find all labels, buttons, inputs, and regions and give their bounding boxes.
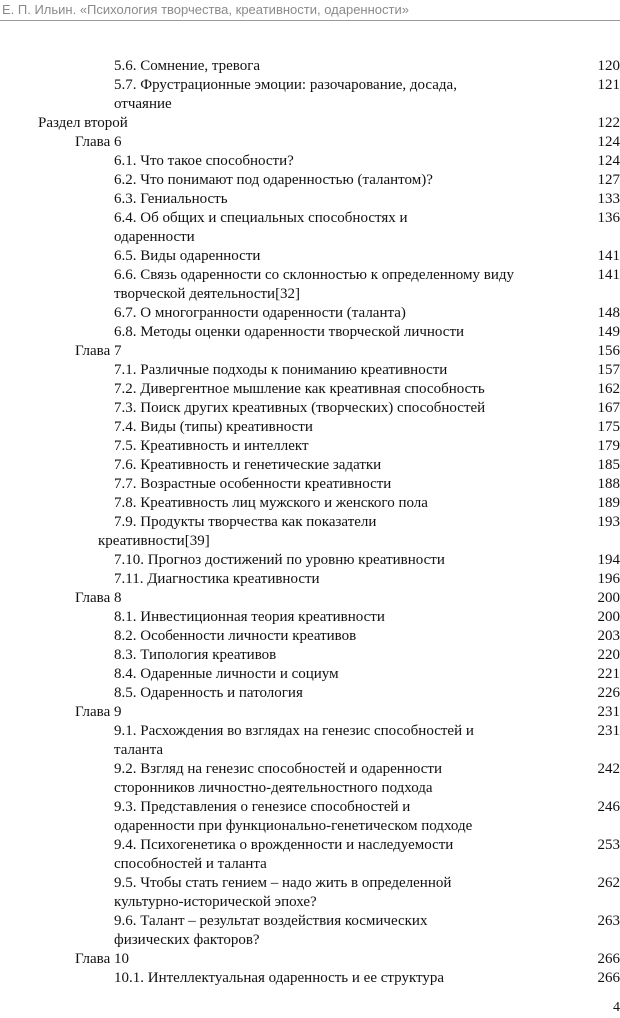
- toc-entry-page: 188: [597, 476, 620, 492]
- toc-entry-title: 7.6. Креативность и генетические задатки: [114, 457, 382, 473]
- toc-entry: [0, 57, 620, 76]
- toc-entry-title: 5.7. Фрустрационные эмоции: разочарование, досада, отчаяние: [114, 77, 457, 112]
- toc-entry-page: 127: [597, 172, 620, 188]
- toc-entry-title: 7.3. Поиск других креативных (творческих) способностей: [114, 400, 486, 416]
- toc-entry: [0, 399, 620, 418]
- table-of-contents: [0, 57, 620, 988]
- toc-entry-title: 7.7. Возрастные особенности креативности: [114, 476, 392, 492]
- toc-entry-title: Раздел второй: [38, 115, 128, 131]
- toc-entry-page: 242: [597, 761, 620, 777]
- toc-entry-title: 9.5. Чтобы стать гением – надо жить в определенной культурно-исторической эпохе?: [114, 875, 452, 910]
- toc-entry: [0, 513, 620, 551]
- page-number: 4: [613, 1000, 620, 1015]
- toc-entry-page: 179: [597, 438, 620, 454]
- toc-entry-page: 221: [597, 666, 620, 682]
- header-divider: [0, 20, 620, 21]
- toc-entry: [0, 684, 620, 703]
- toc-entry: [0, 190, 620, 209]
- toc-entry-page: 175: [597, 419, 620, 435]
- toc-entry-title: Глава 8: [75, 590, 122, 606]
- toc-entry-page: 194: [597, 552, 620, 568]
- toc-entry: [0, 437, 620, 456]
- toc-entry-page: 220: [597, 647, 620, 663]
- toc-entry-page: 266: [597, 951, 620, 967]
- toc-entry-title: 6.4. Об общих и специальных способностях и одаренности: [114, 210, 408, 245]
- toc-entry-page: 141: [597, 248, 620, 264]
- toc-entry-page: 141: [597, 267, 620, 283]
- toc-entry: [0, 76, 620, 114]
- toc-entry-title: 6.3. Гениальность: [114, 191, 228, 207]
- toc-entry: [0, 646, 620, 665]
- toc-entry-title: 9.1. Расхождения во взглядах на генезис способностей и таланта: [114, 723, 474, 758]
- toc-entry-page: 162: [597, 381, 620, 397]
- toc-entry-page: 124: [597, 134, 620, 150]
- toc-entry-page: 156: [597, 343, 620, 359]
- toc-entry-title: 6.7. О многогранности одаренности (таланта): [114, 305, 406, 321]
- toc-entry-title: Глава 6: [75, 134, 122, 150]
- toc-entry-title: 7.8. Креативность лиц мужского и женского пола: [114, 495, 428, 511]
- toc-entry-title: 6.1. Что такое способности?: [114, 153, 294, 169]
- toc-entry-title: 7.1. Различные подходы к пониманию креативности: [114, 362, 448, 378]
- toc-entry-page: 253: [597, 837, 620, 853]
- toc-entry: [0, 760, 620, 798]
- toc-entry-title: 8.5. Одаренность и патология: [114, 685, 303, 701]
- toc-entry-page: 262: [597, 875, 620, 891]
- toc-entry-title: 5.6. Сомнение, тревога: [114, 58, 261, 74]
- toc-entry: [0, 494, 620, 513]
- toc-entry-page: 120: [597, 58, 620, 74]
- running-header: [0, 0, 620, 20]
- toc-entry: [0, 798, 620, 836]
- toc-entry-page: 266: [597, 970, 620, 986]
- toc-entry-title: 7.4. Виды (типы) креативности: [114, 419, 313, 435]
- toc-entry-page: 136: [597, 210, 620, 226]
- toc-entry-title: 8.4. Одаренные личности и социум: [114, 666, 339, 682]
- toc-entry: [0, 171, 620, 190]
- toc-entry: [0, 703, 620, 722]
- toc-entry-page: 133: [597, 191, 620, 207]
- toc-entry-page: 193: [597, 514, 620, 530]
- toc-entry-page: 124: [597, 153, 620, 169]
- toc-entry: [0, 266, 620, 304]
- toc-entry-title: 10.1. Интеллектуальная одаренность и ее структура: [114, 970, 445, 986]
- toc-entry-title: 7.11. Диагностика креативности: [114, 571, 320, 587]
- toc-entry: [0, 323, 620, 342]
- toc-entry-page: 231: [597, 704, 620, 720]
- toc-entry-title: Глава 10: [75, 951, 129, 967]
- toc-entry-title: 6.6. Связь одаренности со склонностью к определенному виду творческой деятельности[32]: [114, 267, 514, 302]
- running-header-text: Е. П. Ильин. «Психология творчества, креативности, одаренности»: [2, 2, 409, 17]
- toc-entry-page: 149: [597, 324, 620, 340]
- toc-entry-page: 226: [597, 685, 620, 701]
- toc-entry: [0, 380, 620, 399]
- toc-entry: [0, 874, 620, 912]
- toc-entry: [0, 570, 620, 589]
- toc-entry-page: 122: [597, 115, 620, 131]
- toc-entry-title: 7.5. Креативность и интеллект: [114, 438, 309, 454]
- toc-entry-title: 6.2. Что понимают под одаренностью (талантом)?: [114, 172, 433, 188]
- toc-entry: [0, 247, 620, 266]
- toc-entry: [0, 456, 620, 475]
- toc-entry: [0, 608, 620, 627]
- toc-entry-title: 7.2. Дивергентное мышление как креативная способность: [114, 381, 485, 397]
- toc-entry: [0, 114, 620, 133]
- toc-entry-title: 6.5. Виды одаренности: [114, 248, 261, 264]
- toc-entry: [0, 665, 620, 684]
- toc-entry-page: 167: [597, 400, 620, 416]
- toc-entry: [0, 133, 620, 152]
- toc-entry-title: 7.9. Продукты творчества как показатели креативности[39]: [98, 514, 377, 549]
- toc-entry: [0, 950, 620, 969]
- toc-entry-title: 8.3. Типология креативов: [114, 647, 277, 663]
- toc-entry: [0, 722, 620, 760]
- toc-entry-title: 9.3. Представления о генезисе способностей и одаренности при функционально-генетическом подходе: [114, 799, 473, 834]
- toc-entry-title: 6.8. Методы оценки одаренности творческой личности: [114, 324, 465, 340]
- toc-entry: [0, 551, 620, 570]
- toc-entry-page: 246: [597, 799, 620, 815]
- toc-entry-title: 8.1. Инвестиционная теория креативности: [114, 609, 385, 625]
- toc-entry: [0, 304, 620, 323]
- toc-entry-page: 157: [597, 362, 620, 378]
- toc-entry: [0, 836, 620, 874]
- toc-entry-title: 9.2. Взгляд на генезис способностей и одаренности сторонников личностно-деятельностного подхода: [114, 761, 442, 796]
- toc-entry: [0, 589, 620, 608]
- toc-entry: [0, 361, 620, 380]
- toc-entry: [0, 627, 620, 646]
- toc-entry-page: 200: [597, 609, 620, 625]
- toc-entry-page: 148: [597, 305, 620, 321]
- toc-entry-title: 9.6. Талант – результат воздействия космических физических факторов?: [114, 913, 428, 948]
- toc-entry: [0, 912, 620, 950]
- toc-entry-page: 189: [597, 495, 620, 511]
- toc-entry-title: 8.2. Особенности личности креативов: [114, 628, 357, 644]
- toc-entry-title: 9.4. Психогенетика о врожденности и наследуемости способностей и таланта: [114, 837, 454, 872]
- toc-entry-page: 121: [597, 77, 620, 93]
- toc-entry-page: 200: [597, 590, 620, 606]
- toc-entry-title: Глава 9: [75, 704, 122, 720]
- toc-entry: [0, 418, 620, 437]
- toc-entry: [0, 209, 620, 247]
- toc-entry-page: 196: [597, 571, 620, 587]
- toc-entry: [0, 475, 620, 494]
- toc-entry: [0, 342, 620, 361]
- toc-entry: [0, 152, 620, 171]
- toc-entry-page: 231: [597, 723, 620, 739]
- toc-entry-title: Глава 7: [75, 343, 122, 359]
- toc-entry-title: 7.10. Прогноз достижений по уровню креативности: [114, 552, 445, 568]
- toc-entry-page: 203: [597, 628, 620, 644]
- toc-entry: [0, 969, 620, 988]
- toc-entry-page: 263: [597, 913, 620, 929]
- toc-entry-page: 185: [597, 457, 620, 473]
